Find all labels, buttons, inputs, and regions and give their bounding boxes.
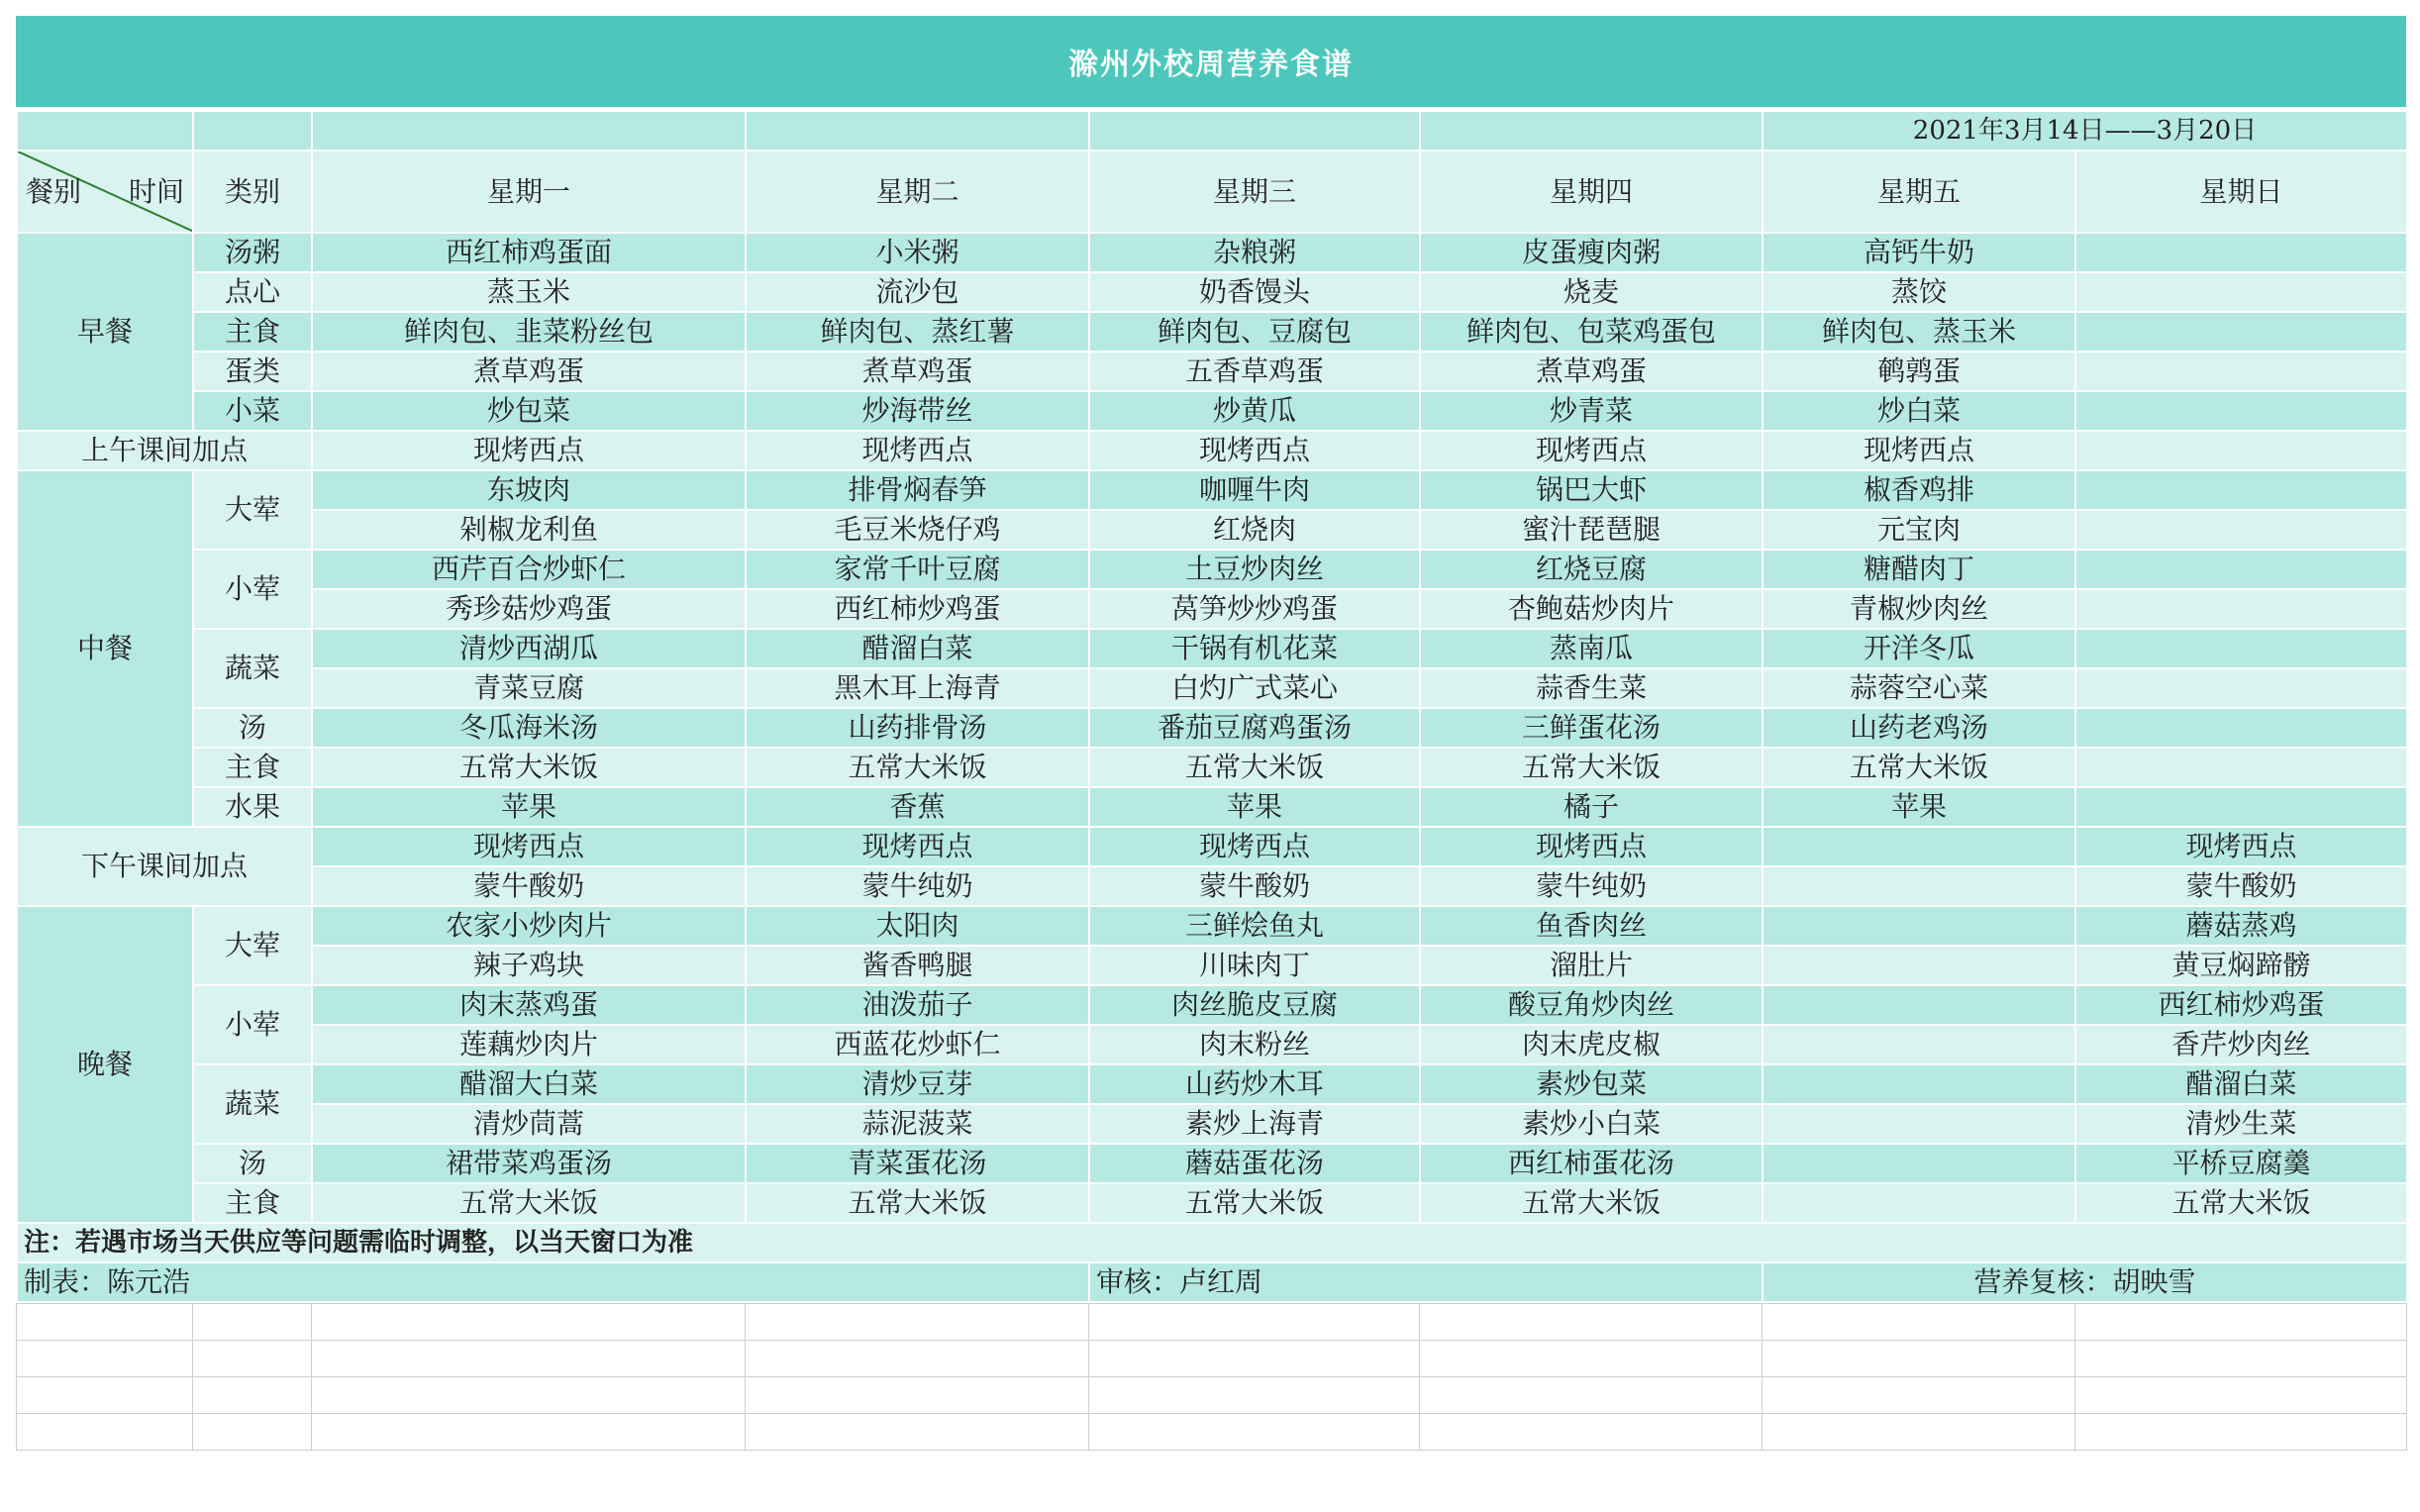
table-row — [17, 312, 2407, 352]
menu-item: 蒸南瓜 — [1420, 629, 1763, 668]
blank-row — [17, 1304, 2407, 1341]
menu-item: 香芹炒肉丝 — [2075, 1025, 2407, 1064]
blank-cell[interactable] — [312, 1304, 746, 1341]
table-row — [17, 431, 2407, 470]
menu-item: 鹌鹑蛋 — [1763, 352, 2075, 391]
menu-item: 咖喱牛肉 — [1089, 470, 1420, 510]
menu-item: 炒青菜 — [1420, 391, 1763, 431]
blank-cell[interactable] — [312, 1414, 746, 1451]
menu-item: 炒包菜 — [312, 391, 746, 431]
table-row — [17, 470, 2407, 510]
blank-cell[interactable] — [1089, 1377, 1420, 1414]
menu-item: 苹果 — [312, 787, 746, 827]
menu-item: 苹果 — [1089, 787, 1420, 827]
note-text: 注：若遇市场当天供应等问题需临时调整，以当天窗口为准 — [17, 1223, 2407, 1262]
menu-item — [2075, 748, 2407, 787]
menu-item: 蒜蓉空心菜 — [1763, 668, 2075, 708]
day-header: 星期三 — [1089, 151, 1420, 233]
menu-item: 平桥豆腐羹 — [2075, 1144, 2407, 1183]
menu-item: 椒香鸡排 — [1763, 470, 2075, 510]
blank-cell[interactable] — [193, 1304, 312, 1341]
menu-item — [1763, 1064, 2075, 1104]
table-row — [17, 391, 2407, 431]
menu-item: 素炒上海青 — [1089, 1104, 1420, 1144]
menu-item: 肉末虎皮椒 — [1420, 1025, 1763, 1064]
date-range: 2021年3月14日——3月20日 — [1763, 111, 2407, 151]
menu-item: 炒黄瓜 — [1089, 391, 1420, 431]
table-row — [17, 1064, 2407, 1104]
table-row — [17, 589, 2407, 629]
day-header: 星期一 — [312, 151, 746, 233]
maker-credit: 制表：陈元浩 — [17, 1262, 1089, 1302]
table-row — [17, 1262, 2407, 1302]
table-row — [17, 272, 2407, 312]
blank-cell[interactable] — [746, 1304, 1089, 1341]
category-cell: 蛋类 — [193, 352, 312, 391]
menu-item: 烧麦 — [1420, 272, 1763, 312]
menu-item: 蒸玉米 — [312, 272, 746, 312]
meal-label-lunch: 中餐 — [17, 470, 193, 827]
menu-item: 奶香馒头 — [1089, 272, 1420, 312]
meal-label-dinner: 晚餐 — [17, 906, 193, 1223]
menu-item: 山药老鸡汤 — [1763, 708, 2075, 748]
category-cell: 主食 — [193, 748, 312, 787]
menu-item — [2075, 629, 2407, 668]
menu-item: 五常大米饭 — [1763, 748, 2075, 787]
blank-cell[interactable] — [193, 1377, 312, 1414]
menu-item: 五常大米饭 — [746, 1183, 1089, 1223]
blank-cell[interactable] — [2075, 1377, 2407, 1414]
menu-item: 香蕉 — [746, 787, 1089, 827]
menu-item — [2075, 510, 2407, 550]
menu-item — [2075, 233, 2407, 272]
table-row — [17, 510, 2407, 550]
spacer-cell — [193, 111, 312, 151]
table-row — [17, 151, 2407, 233]
meal-label-breakfast: 早餐 — [17, 233, 193, 431]
menu-item: 裙带菜鸡蛋汤 — [312, 1144, 746, 1183]
menu-item: 溜肚片 — [1420, 946, 1763, 985]
menu-item: 家常千叶豆腐 — [746, 550, 1089, 589]
blank-cell[interactable] — [193, 1341, 312, 1377]
blank-cell[interactable] — [2075, 1341, 2407, 1377]
menu-item — [1763, 946, 2075, 985]
menu-item: 橘子 — [1420, 787, 1763, 827]
menu-item: 现烤西点 — [312, 431, 746, 470]
menu-item: 蘑菇蛋花汤 — [1089, 1144, 1420, 1183]
menu-item: 太阳肉 — [746, 906, 1089, 946]
blank-cell[interactable] — [2075, 1414, 2407, 1451]
menu-item — [2075, 352, 2407, 391]
menu-item: 蒙牛酸奶 — [2075, 866, 2407, 906]
menu-item: 锅巴大虾 — [1420, 470, 1763, 510]
category-cell: 小荤 — [193, 550, 312, 629]
table-row — [17, 111, 2407, 151]
menu-item — [2075, 312, 2407, 352]
blank-cell[interactable] — [17, 1414, 193, 1451]
blank-cell[interactable] — [746, 1377, 1089, 1414]
menu-item: 醋溜白菜 — [746, 629, 1089, 668]
blank-grid — [16, 1303, 2407, 1451]
category-cell: 汤粥 — [193, 233, 312, 272]
category-cell: 汤 — [193, 1144, 312, 1183]
table-row — [17, 550, 2407, 589]
menu-item: 农家小炒肉片 — [312, 906, 746, 946]
menu-item: 糖醋肉丁 — [1763, 550, 2075, 589]
menu-item: 川味肉丁 — [1089, 946, 1420, 985]
menu-item: 五常大米饭 — [1089, 748, 1420, 787]
menu-item: 五常大米饭 — [746, 748, 1089, 787]
menu-item: 酸豆角炒肉丝 — [1420, 985, 1763, 1025]
menu-item — [2075, 589, 2407, 629]
menu-item: 蒙牛纯奶 — [1420, 866, 1763, 906]
blank-row — [17, 1414, 2407, 1451]
menu-item: 现烤西点 — [746, 827, 1089, 866]
menu-item: 蒙牛纯奶 — [746, 866, 1089, 906]
menu-item — [1763, 1104, 2075, 1144]
blank-cell[interactable] — [1763, 1377, 2075, 1414]
table-row — [17, 233, 2407, 272]
category-cell: 蔬菜 — [193, 629, 312, 708]
blank-cell[interactable] — [1763, 1304, 2075, 1341]
blank-cell[interactable] — [1420, 1341, 1763, 1377]
menu-item: 蒙牛酸奶 — [1089, 866, 1420, 906]
menu-item: 苹果 — [1763, 787, 2075, 827]
menu-item: 蘑菇蒸鸡 — [2075, 906, 2407, 946]
blank-cell[interactable] — [312, 1341, 746, 1377]
menu-item — [2075, 668, 2407, 708]
table-row — [17, 708, 2407, 748]
blank-cell[interactable] — [2075, 1304, 2407, 1341]
menu-item — [2075, 550, 2407, 589]
blank-cell[interactable] — [1763, 1414, 2075, 1451]
menu-item — [1763, 985, 2075, 1025]
menu-item: 炒海带丝 — [746, 391, 1089, 431]
reviewer-credit: 审核：卢红周 — [1089, 1262, 1763, 1302]
table-row — [17, 668, 2407, 708]
menu-item: 现烤西点 — [1763, 431, 2075, 470]
menu-item: 素炒小白菜 — [1420, 1104, 1763, 1144]
menu-item: 鲜肉包、蒸红薯 — [746, 312, 1089, 352]
menu-item — [2075, 787, 2407, 827]
page-title: 滁州外校周营养食谱 — [16, 16, 2406, 110]
spacer-cell — [17, 111, 193, 151]
menu-item: 醋溜白菜 — [2075, 1064, 2407, 1104]
menu-item: 肉末粉丝 — [1089, 1025, 1420, 1064]
blank-cell[interactable] — [17, 1377, 193, 1414]
menu-item: 肉丝脆皮豆腐 — [1089, 985, 1420, 1025]
spacer-cell — [312, 111, 746, 151]
menu-item: 鲜肉包、包菜鸡蛋包 — [1420, 312, 1763, 352]
corner-label-time: 时间 — [128, 175, 184, 208]
category-cell: 水果 — [193, 787, 312, 827]
menu-item: 清炒生菜 — [2075, 1104, 2407, 1144]
menu-table — [16, 110, 2408, 1303]
menu-item: 青椒炒肉丝 — [1763, 589, 2075, 629]
menu-item: 蒙牛酸奶 — [312, 866, 746, 906]
blank-cell[interactable] — [1089, 1414, 1420, 1451]
menu-item: 莴笋炒炒鸡蛋 — [1089, 589, 1420, 629]
menu-item: 排骨焖春笋 — [746, 470, 1089, 510]
menu-item: 红烧肉 — [1089, 510, 1420, 550]
menu-item: 三鲜蛋花汤 — [1420, 708, 1763, 748]
menu-item: 冬瓜海米汤 — [312, 708, 746, 748]
menu-item: 西芹百合炒虾仁 — [312, 550, 746, 589]
menu-item: 现烤西点 — [2075, 827, 2407, 866]
menu-item: 清炒茼蒿 — [312, 1104, 746, 1144]
day-header: 星期五 — [1763, 151, 2075, 233]
menu-item: 东坡肉 — [312, 470, 746, 510]
table-row — [17, 352, 2407, 391]
menu-item: 酱香鸭腿 — [746, 946, 1089, 985]
blank-cell[interactable] — [746, 1414, 1089, 1451]
table-row — [17, 827, 2407, 866]
menu-item: 黄豆焖蹄髈 — [2075, 946, 2407, 985]
menu-item — [2075, 470, 2407, 510]
menu-item: 皮蛋瘦肉粥 — [1420, 233, 1763, 272]
category-cell: 小菜 — [193, 391, 312, 431]
blank-cell[interactable] — [193, 1414, 312, 1451]
menu-item — [1763, 906, 2075, 946]
blank-cell[interactable] — [746, 1341, 1089, 1377]
menu-item: 西红柿炒鸡蛋 — [2075, 985, 2407, 1025]
table-row — [17, 866, 2407, 906]
menu-item — [2075, 431, 2407, 470]
menu-item: 青菜豆腐 — [312, 668, 746, 708]
nutrition-credit: 营养复核：胡映雪 — [1763, 1262, 2407, 1302]
menu-item: 清炒西湖瓜 — [312, 629, 746, 668]
menu-item: 西蓝花炒虾仁 — [746, 1025, 1089, 1064]
menu-item: 黑木耳上海青 — [746, 668, 1089, 708]
spacer-cell — [1420, 111, 1763, 151]
menu-item: 山药炒木耳 — [1089, 1064, 1420, 1104]
blank-cell[interactable] — [1089, 1341, 1420, 1377]
menu-item: 油泼茄子 — [746, 985, 1089, 1025]
menu-item: 现烤西点 — [1420, 431, 1763, 470]
menu-item: 莲藕炒肉片 — [312, 1025, 746, 1064]
menu-item — [1763, 1025, 2075, 1064]
menu-item: 元宝肉 — [1763, 510, 2075, 550]
category-cell: 点心 — [193, 272, 312, 312]
menu-item: 西红柿鸡蛋面 — [312, 233, 746, 272]
menu-item: 剁椒龙利鱼 — [312, 510, 746, 550]
menu-item: 西红柿炒鸡蛋 — [746, 589, 1089, 629]
spacer-cell — [746, 111, 1089, 151]
menu-item: 土豆炒肉丝 — [1089, 550, 1420, 589]
menu-item: 五常大米饭 — [1089, 1183, 1420, 1223]
table-row — [17, 629, 2407, 668]
menu-item: 五常大米饭 — [1420, 1183, 1763, 1223]
menu-item: 醋溜大白菜 — [312, 1064, 746, 1104]
table-row — [17, 1223, 2407, 1262]
blank-cell[interactable] — [1420, 1414, 1763, 1451]
table-row — [17, 946, 2407, 985]
menu-item — [1763, 1183, 2075, 1223]
blank-row — [17, 1341, 2407, 1377]
blank-cell[interactable] — [17, 1341, 193, 1377]
table-row — [17, 1025, 2407, 1064]
day-header: 星期二 — [746, 151, 1089, 233]
meal-label-morning-snack: 上午课间加点 — [17, 431, 312, 470]
blank-cell[interactable] — [17, 1304, 193, 1341]
menu-item: 蒜泥菠菜 — [746, 1104, 1089, 1144]
menu-item: 山药排骨汤 — [746, 708, 1089, 748]
menu-item: 现烤西点 — [1089, 431, 1420, 470]
menu-item: 番茄豆腐鸡蛋汤 — [1089, 708, 1420, 748]
menu-item: 高钙牛奶 — [1763, 233, 2075, 272]
category-cell: 蔬菜 — [193, 1064, 312, 1144]
corner-header — [17, 151, 193, 233]
meal-label-afternoon-snack: 下午课间加点 — [17, 827, 312, 906]
menu-item: 炒白菜 — [1763, 391, 2075, 431]
blank-cell[interactable] — [312, 1377, 746, 1414]
spacer-cell — [1089, 111, 1420, 151]
category-cell: 大荤 — [193, 906, 312, 985]
menu-item: 蒸饺 — [1763, 272, 2075, 312]
menu-item: 毛豆米烧仔鸡 — [746, 510, 1089, 550]
menu-item: 鱼香肉丝 — [1420, 906, 1763, 946]
menu-item: 鲜肉包、韭菜粉丝包 — [312, 312, 746, 352]
menu-item: 五常大米饭 — [312, 748, 746, 787]
table-row — [17, 906, 2407, 946]
menu-item — [2075, 708, 2407, 748]
day-header: 星期日 — [2075, 151, 2407, 233]
menu-item: 煮草鸡蛋 — [312, 352, 746, 391]
menu-item: 清炒豆芽 — [746, 1064, 1089, 1104]
menu-item: 肉末蒸鸡蛋 — [312, 985, 746, 1025]
menu-item: 五常大米饭 — [2075, 1183, 2407, 1223]
menu-item: 五香草鸡蛋 — [1089, 352, 1420, 391]
menu-item: 西红柿蛋花汤 — [1420, 1144, 1763, 1183]
category-cell: 小荤 — [193, 985, 312, 1064]
menu-item: 煮草鸡蛋 — [1420, 352, 1763, 391]
menu-item: 干锅有机花菜 — [1089, 629, 1420, 668]
menu-item: 五常大米饭 — [312, 1183, 746, 1223]
menu-item: 小米粥 — [746, 233, 1089, 272]
category-cell: 大荤 — [193, 470, 312, 550]
category-cell: 主食 — [193, 1183, 312, 1223]
table-row — [17, 748, 2407, 787]
blank-cell[interactable] — [1763, 1341, 2075, 1377]
menu-item — [1763, 1144, 2075, 1183]
menu-item — [2075, 391, 2407, 431]
menu-sheet — [16, 16, 2406, 1451]
table-row — [17, 1104, 2407, 1144]
blank-cell[interactable] — [1089, 1304, 1420, 1341]
menu-item: 三鲜烩鱼丸 — [1089, 906, 1420, 946]
menu-item: 红烧豆腐 — [1420, 550, 1763, 589]
menu-item: 现烤西点 — [746, 431, 1089, 470]
menu-item — [2075, 272, 2407, 312]
menu-item: 秀珍菇炒鸡蛋 — [312, 589, 746, 629]
menu-item: 现烤西点 — [1089, 827, 1420, 866]
day-header: 星期四 — [1420, 151, 1763, 233]
menu-item: 现烤西点 — [1420, 827, 1763, 866]
menu-item: 杏鲍菇炒肉片 — [1420, 589, 1763, 629]
category-cell: 主食 — [193, 312, 312, 352]
menu-item: 素炒包菜 — [1420, 1064, 1763, 1104]
table-row — [17, 1183, 2407, 1223]
menu-item: 杂粮粥 — [1089, 233, 1420, 272]
menu-item: 流沙包 — [746, 272, 1089, 312]
menu-item: 开洋冬瓜 — [1763, 629, 2075, 668]
menu-item: 白灼广式菜心 — [1089, 668, 1420, 708]
menu-item — [1763, 866, 2075, 906]
menu-item — [1763, 827, 2075, 866]
menu-item: 鲜肉包、豆腐包 — [1089, 312, 1420, 352]
corner-label-meal: 餐别 — [26, 175, 82, 208]
blank-row — [17, 1377, 2407, 1414]
menu-item: 五常大米饭 — [1420, 748, 1763, 787]
menu-item: 蒜香生菜 — [1420, 668, 1763, 708]
table-row — [17, 1144, 2407, 1183]
blank-cell[interactable] — [1420, 1377, 1763, 1414]
menu-item: 青菜蛋花汤 — [746, 1144, 1089, 1183]
menu-item: 辣子鸡块 — [312, 946, 746, 985]
table-row — [17, 985, 2407, 1025]
menu-item: 鲜肉包、蒸玉米 — [1763, 312, 2075, 352]
blank-cell[interactable] — [1420, 1304, 1763, 1341]
menu-item: 煮草鸡蛋 — [746, 352, 1089, 391]
category-cell: 汤 — [193, 708, 312, 748]
category-header: 类别 — [193, 151, 312, 233]
menu-item: 现烤西点 — [312, 827, 746, 866]
table-row — [17, 787, 2407, 827]
menu-item: 蜜汁琵琶腿 — [1420, 510, 1763, 550]
